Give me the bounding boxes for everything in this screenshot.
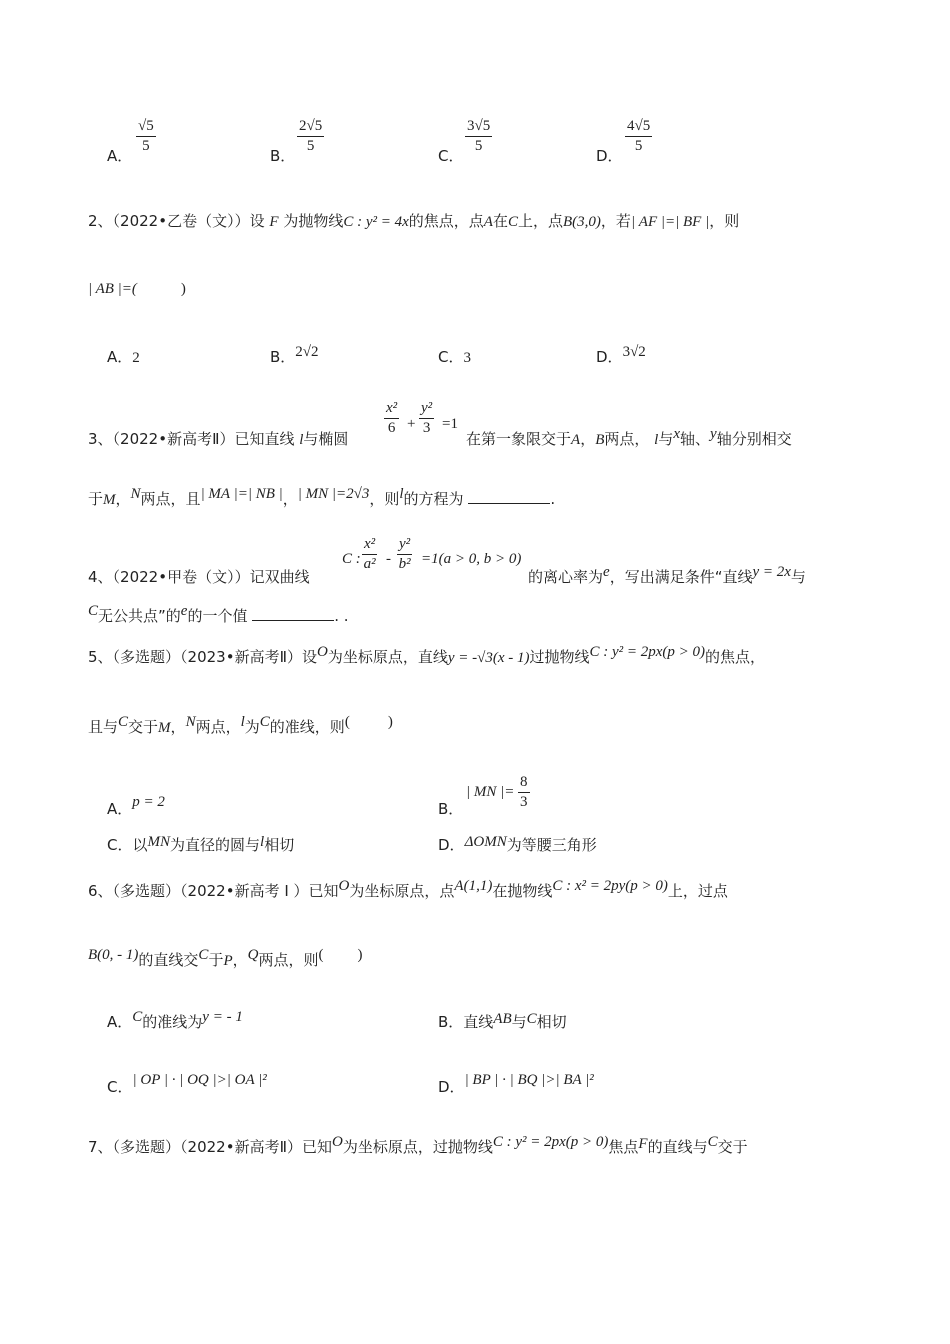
q2-source: （2022•乙卷（文）） [112, 212, 250, 230]
q5-parabola: C : y² = 2px(p > 0) [589, 644, 706, 660]
q4-hyperbola-rhs: =1(a > 0, b > 0) [421, 551, 522, 567]
q5-option-c: C．以MN为直径的圆与l相切 [107, 834, 295, 854]
q5-line: y = -√3(x - 1) [447, 650, 530, 666]
q7-parabola: C : y² = 2px(p > 0) [492, 1134, 609, 1150]
q3-stem-line2: 于M，N两点，且| MA |=| NB |，| MN |=2√3，则l的方程为 . [88, 486, 556, 508]
q1-option-c-numerator: 3√5 [465, 118, 492, 137]
q1-option-c-label: C． [438, 147, 464, 165]
q1-option-d-numerator: 4√5 [625, 118, 652, 137]
q1-option-c-fraction [465, 118, 492, 155]
q5-stem-line2: 且与C交于M，N两点，l为C的准线，则( ) [88, 714, 393, 736]
q2-number: 2、 [88, 212, 113, 230]
q2-ask: | AB |=( [88, 281, 137, 297]
q1-option-a-numerator: √5 [136, 118, 156, 137]
q6-option-b: B．直线AB与C相切 [438, 1011, 567, 1031]
q4-stem-line1a: 4、（2022•甲卷（文））记双曲线 [88, 568, 310, 586]
q3-stem-line1a: 3、（2022•新高考Ⅱ）已知直线 l与椭圆 [88, 430, 349, 448]
q2-stem-line2: | AB |=( ) [88, 281, 186, 297]
q1-option-b-label: B． [270, 147, 296, 165]
q2-parabola: C : y² = 4x [343, 214, 409, 230]
q6-source: （多选题）（2022•新高考 Ⅰ ） [112, 882, 309, 900]
q3-answer-blank[interactable] [468, 489, 550, 504]
q3-number: 3、 [88, 430, 113, 448]
q4-number: 4、 [88, 568, 113, 586]
q5-number: 5、 [88, 648, 113, 666]
q3-condition-2: | MN |=2√3 [297, 486, 370, 502]
q6-option-c: C．| OP | · | OQ |>| OA |² [107, 1072, 267, 1096]
q2-focus-f: F [269, 214, 279, 230]
q6-parabola: C : x² = 2py(p > 0) [552, 878, 668, 894]
q1-option-a-denominator: 5 [142, 138, 150, 154]
q4-hyperbola-x-term: $\frac{\text{x²}}{\text{a²}}$ [363, 536, 376, 572]
q4-hyperbola-lhs: C : [342, 551, 361, 567]
q1-option-b-numerator: 2√5 [297, 118, 324, 137]
q1-option-d-fraction [625, 118, 652, 155]
q1-option-d-denominator: 5 [634, 138, 643, 154]
q3-source: （2022•新高考Ⅱ） [112, 430, 235, 448]
q4-answer-blank[interactable] [252, 606, 334, 621]
q1-option-a-fraction [136, 118, 156, 155]
q3-ellipse-y-term: $\frac{\text{y²}}{3}$ [421, 400, 433, 436]
q7-source: （多选题）（2022•新高考Ⅱ） [112, 1138, 302, 1156]
q3-plus: + [407, 416, 416, 432]
q5-source: （多选题）（2023•新高考Ⅱ） [112, 648, 302, 666]
q6-stem-line1: 6、（多选题）（2022•新高考 Ⅰ ）已知O为坐标原点，点A(1,1)在抛物线C : x² = 2py(p > 0)上，过点 [88, 878, 728, 900]
q3-stem-line1b: 在第一象限交于A，B两点， l与x轴、y轴分别相交 [466, 426, 792, 448]
q5-option-b-fraction: $\frac{8}{3}$ [520, 774, 528, 810]
q4-source: （2022•甲卷（文）） [112, 568, 250, 586]
q6-number: 6、 [88, 882, 113, 900]
q4-stem-line1b: 的离心率为e，写出满足条件“直线y = 2x与 [528, 564, 806, 586]
q1-option-b-denominator: 5 [306, 138, 315, 154]
q1-option-b-fraction [297, 118, 324, 155]
q3-ellipse-rhs: =1 [442, 416, 458, 432]
q6-stem-line2: B(0, - 1)的直线交C于P，Q两点，则( ) [88, 947, 363, 969]
q1-option-c-denominator: 5 [474, 138, 483, 154]
q2-point-a: A [483, 214, 493, 230]
q4-stem-line2: C无公共点”的e的一个值 . . [88, 603, 349, 625]
q5-option-b-expr: | MN |= [466, 784, 515, 800]
q2-option-c: C．3 [438, 348, 471, 366]
q5-option-b-label-wrap: B． [438, 800, 464, 818]
q7-stem-line1: 7、（多选题）（2022•新高考Ⅱ）已知O为坐标原点，过抛物线C : y² = 2px(p > 0)焦点F的直线与C交于 [88, 1134, 748, 1156]
q2-curve-c: C [507, 214, 518, 230]
q5-option-d: D．ΔOMN为等腰三角形 [438, 834, 597, 854]
q2-condition: | AF |=| BF | [630, 214, 710, 230]
q5-stem-line1: 5、（多选题）（2023•新高考Ⅱ）设O为坐标原点，直线y = -√3(x - 1)过抛物线C : y² = 2px(p > 0)的焦点， [88, 644, 766, 666]
q3-ellipse-x-term: $\frac{\text{x²}}{6}$ [386, 400, 398, 436]
q6-option-d: D．| BP | · | BQ |>| BA |² [438, 1072, 594, 1096]
q2-option-b: B．2√2 [270, 344, 319, 366]
q4-hyperbola-y-term: $\frac{\text{y²}}{\text{b²}}$ [398, 536, 411, 572]
q1-option-d-label: D． [596, 147, 623, 165]
q1-option-a-label: A． [107, 147, 133, 165]
q2-option-d: D．3√2 [596, 344, 646, 366]
q4-minus: - [386, 551, 391, 567]
q6-option-a: A．C的准线为y = - 1 [107, 1009, 243, 1031]
q2-point-b: B(3,0) [563, 214, 601, 230]
q2-option-a: A．2 [107, 348, 140, 366]
q7-number: 7、 [88, 1138, 113, 1156]
q3-condition-1: | MA |=| NB | [200, 486, 283, 502]
q5-option-a: A．p = 2 [107, 794, 165, 818]
q2-stem-line1: 2、（2022•乙卷（文））设 F 为抛物线C : y² = 4x的焦点，点A在C上，点B(3,0)，若| AF |=| BF |，则 [88, 212, 740, 230]
